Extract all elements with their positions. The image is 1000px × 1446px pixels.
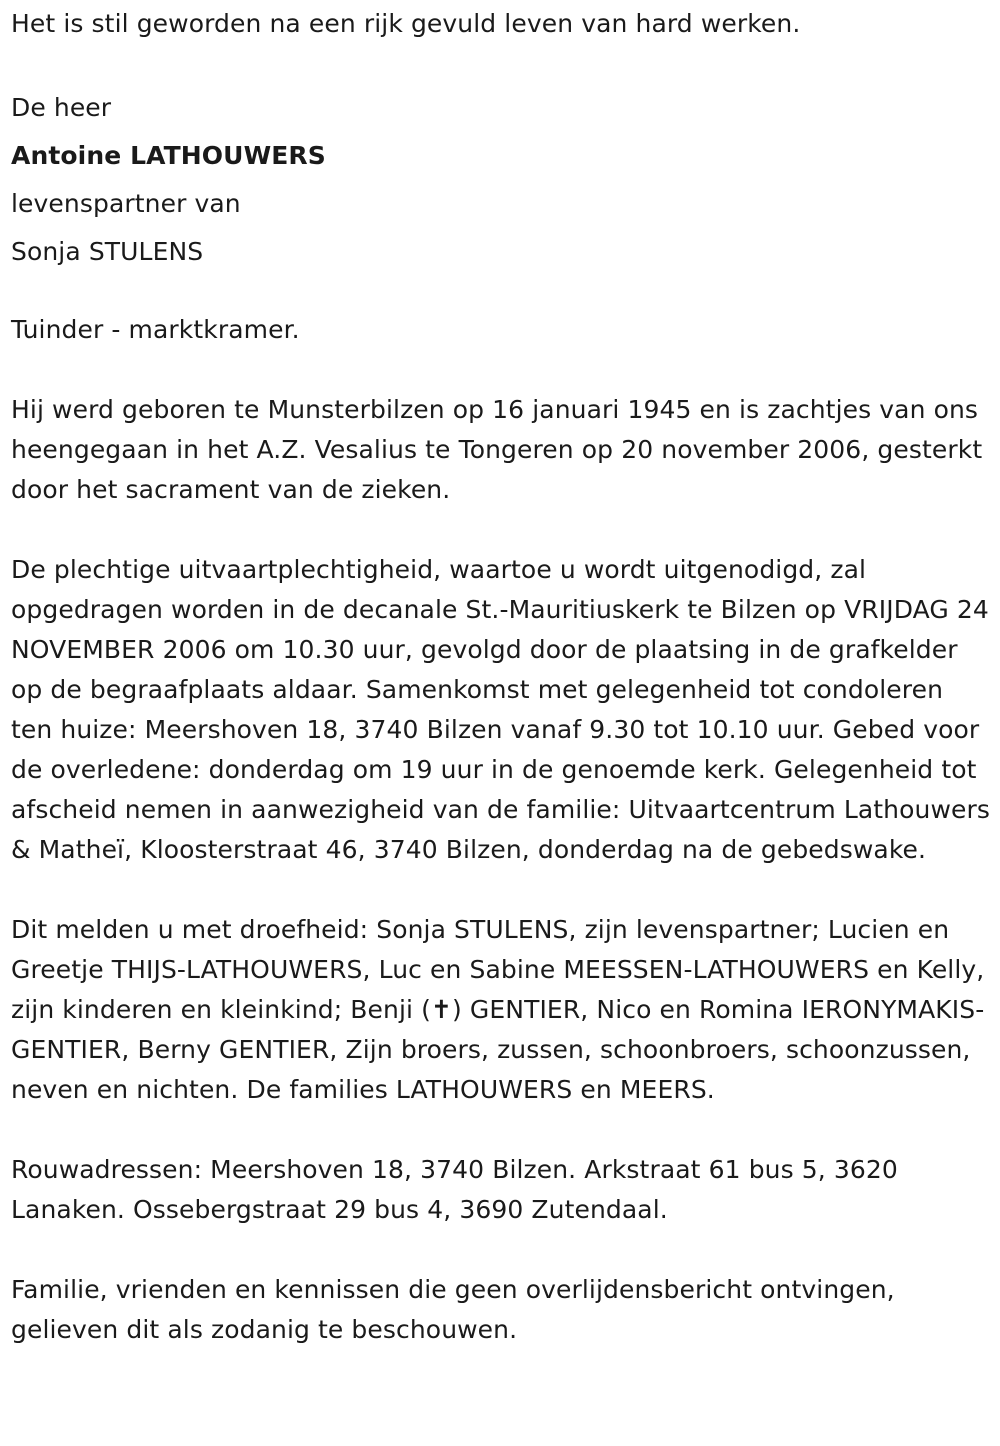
spacer	[11, 510, 991, 550]
spacer	[11, 44, 991, 84]
partner-name: Sonja STULENS	[11, 237, 204, 266]
birth-death-paragraph: Hij werd geboren te Munsterbilzen op 16 januari 1945 en is zachtjes van ons heengegaan in het A.Z. Vesalius te Tongeren op 20 november 2006, gesterkt door het sacrament van de zieken.	[11, 395, 983, 504]
spacer	[11, 870, 991, 910]
intro-text: Het is stil geworden na een rijk gevuld leven van hard werken.	[11, 9, 801, 38]
closing-paragraph: Familie, vrienden en kennissen die geen overlijdensbericht ontvingen, gelieven dit als zodanig te beschouwen.	[11, 1275, 895, 1344]
death-notice	[11, 4, 991, 1350]
funeral-paragraph: De plechtige uitvaartplechtigheid, waartoe u wordt uitgenodigd, zal opgedragen worden in de decanale St.-Mauritiuskerk te Bilzen op VRIJDAG 24 NOVEMBER 2006 om 10.30 uur, gevolgd door de plaatsing in de grafkelder op de begraafplaats aldaar. Samenkomst met gelegenheid tot condoleren ten huize: Meershoven 18, 3740 Bilzen vanaf 9.30 tot 10.10 uur. Gebed voor de overledene: donderdag om 19 uur in de genoemde kerk. Gelegenheid tot afscheid nemen in aanwezigheid van de familie: Uitvaartcentrum Lathouwers & Matheï, Kloosterstraat 46, 3740 Bilzen, donderdag na de gebedswake.	[11, 555, 990, 864]
occupation-text: Tuinder - marktkramer.	[11, 315, 300, 344]
spacer	[11, 1110, 991, 1150]
spacer	[11, 1230, 991, 1270]
spacer	[11, 350, 991, 390]
relation-text: levenspartner van	[11, 189, 241, 218]
deceased-name: Antoine LATHOUWERS	[11, 141, 326, 170]
family-paragraph: Dit melden u met droefheid: Sonja STULENS, zijn levenspartner; Lucien en Greetje THIJS-LATHOUWERS, Luc en Sabine MEESSEN-LATHOUWERS en Kelly, zijn kinderen en kleinkind; Benji (✝) GENTIER, Nico en Romina IERONYMAKIS- GENTIER, Berny GENTIER, Zijn broers, zussen, schoonbroers, schoonzussen, neven en nichten. De families LATHOUWERS en MEERS.	[11, 915, 985, 1104]
addresses-paragraph: Rouwadressen: Meershoven 18, 3740 Bilzen. Arkstraat 61 bus 5, 3620 Lanaken. Ossebergstraat 29 bus 4, 3690 Zutendaal.	[11, 1155, 898, 1224]
spacer	[11, 276, 991, 310]
salutation: De heer	[11, 93, 112, 122]
